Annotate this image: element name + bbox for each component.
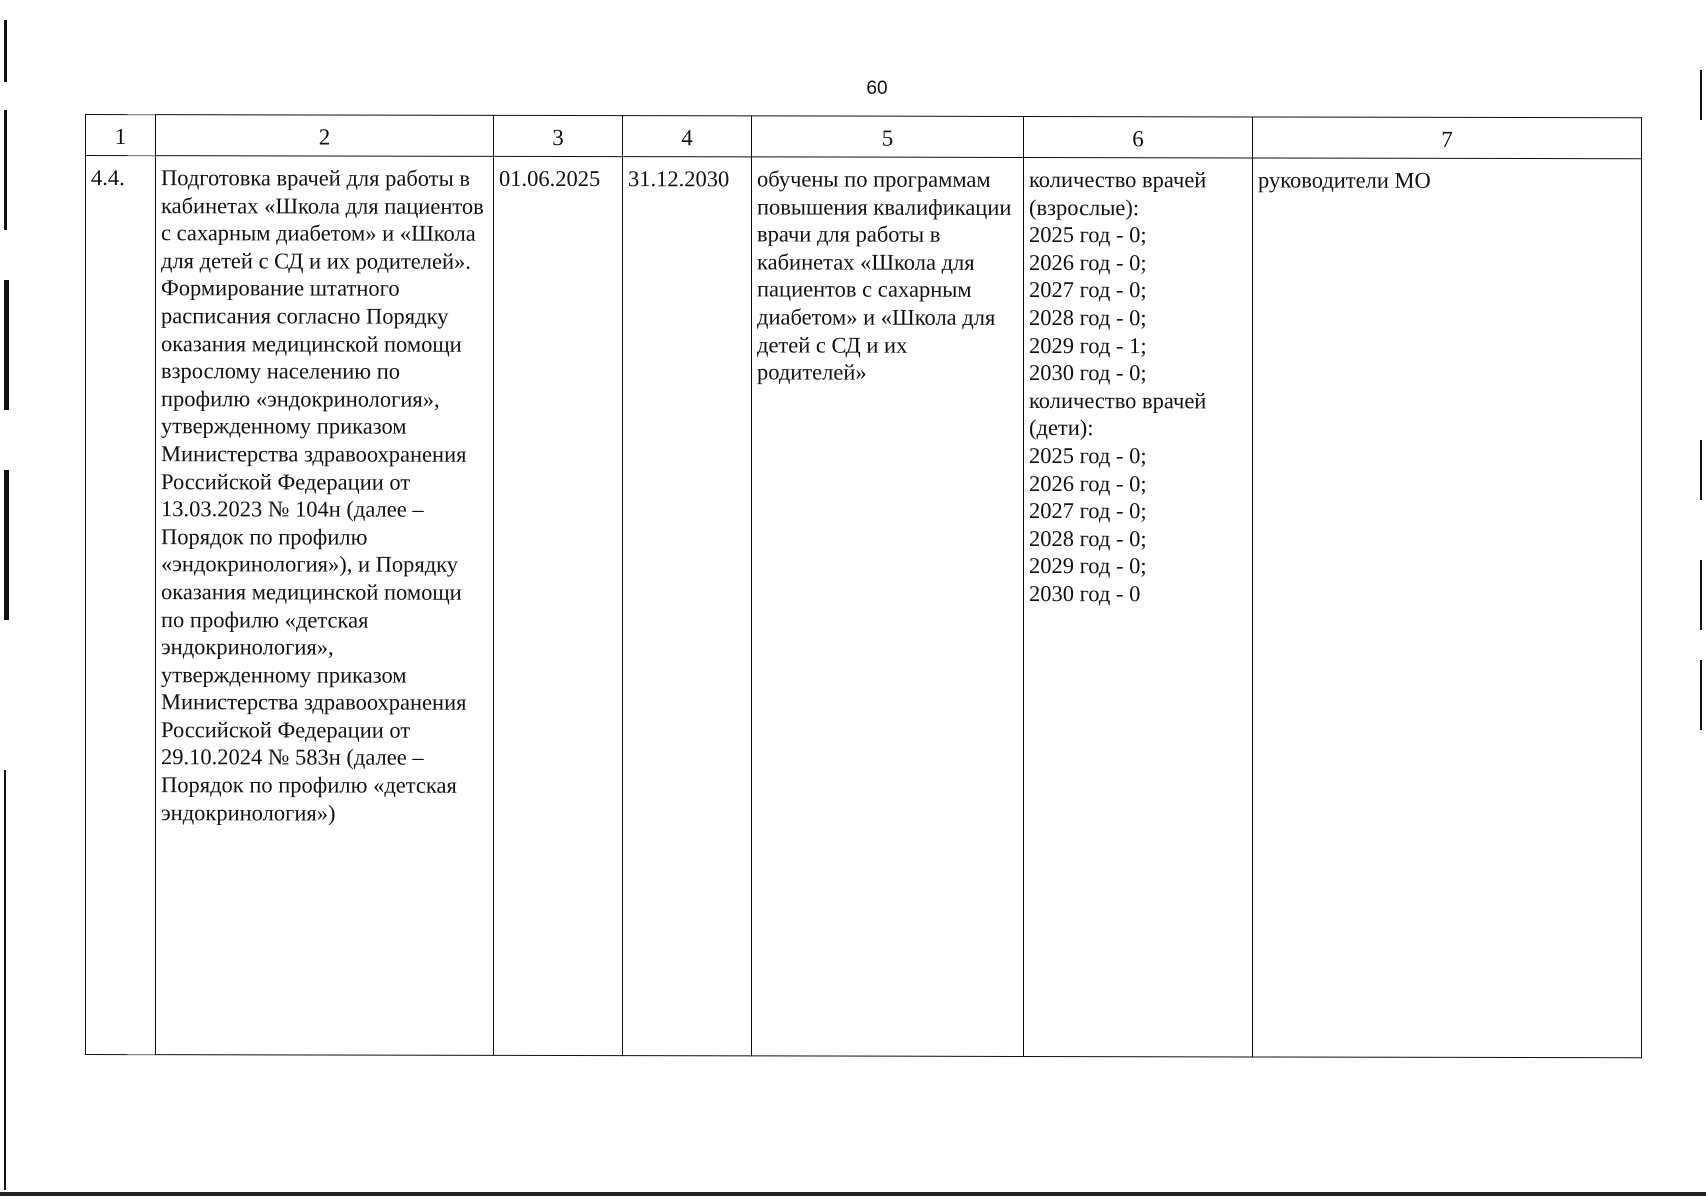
scan-edge-mark bbox=[1700, 70, 1702, 120]
indicator-line: 2028 год - 0; bbox=[1029, 525, 1147, 551]
header-cell: 2 bbox=[156, 115, 494, 157]
scan-edge-mark bbox=[4, 280, 9, 410]
scan-edge-mark bbox=[1700, 440, 1702, 500]
indicator-line: (взрослые): bbox=[1029, 194, 1140, 220]
table-header-row bbox=[86, 115, 1642, 159]
indicator-line: количество врачей bbox=[1029, 387, 1207, 414]
activity-table bbox=[85, 114, 1642, 1058]
start-date-cell: 01.06.2025 bbox=[494, 156, 623, 1055]
scan-edge-mark bbox=[4, 770, 6, 1190]
indicator-line: 2030 год - 0 bbox=[1029, 580, 1141, 607]
indicator-line: 2025 год - 0; bbox=[1029, 442, 1147, 469]
responsible-cell: руководители МО bbox=[1253, 158, 1642, 1058]
header-cell: 6 bbox=[1024, 116, 1253, 157]
indicators-cell bbox=[1024, 157, 1253, 1056]
indicator-line: 2029 год - 1; bbox=[1029, 332, 1147, 358]
end-date-cell: 31.12.2030 bbox=[623, 157, 752, 1056]
table-row bbox=[86, 156, 1642, 1058]
indicator-line: (дети): bbox=[1029, 415, 1094, 441]
indicator-line: 2029 год - 0; bbox=[1029, 553, 1147, 579]
scan-edge-mark bbox=[1700, 660, 1702, 730]
header-cell: 4 bbox=[623, 116, 752, 157]
scan-bottom-edge bbox=[0, 1192, 1706, 1196]
header-cell: 7 bbox=[1253, 117, 1642, 159]
header-cell: 5 bbox=[752, 116, 1024, 158]
indicator-line: 2028 год - 0; bbox=[1029, 304, 1147, 331]
indicator-line: количество врачей bbox=[1029, 166, 1207, 193]
scan-edge-mark bbox=[1700, 560, 1702, 630]
scan-edge-mark bbox=[4, 470, 9, 620]
indicator-line: 2026 год - 0; bbox=[1029, 470, 1147, 496]
indicator-line: 2027 год - 0; bbox=[1029, 498, 1147, 524]
scan-edge-mark bbox=[4, 20, 7, 82]
indicator-line: 2026 год - 0; bbox=[1029, 249, 1147, 276]
page-number: 60 bbox=[866, 78, 888, 99]
indicator-line: 2027 год - 0; bbox=[1029, 277, 1147, 303]
result-cell: обучены по программам повышения квалификации врачи для работы в кабинетах «Школа для пациентов с сахарным диабетом» и «Школа для детей с СД и их родителей» bbox=[752, 157, 1024, 1057]
indicator-line: 2030 год - 0; bbox=[1029, 360, 1147, 386]
header-cell: 3 bbox=[494, 115, 623, 156]
indicator-line: 2025 год - 0; bbox=[1029, 222, 1147, 248]
scan-edge-mark bbox=[4, 110, 7, 230]
row-number-cell: 4.4. bbox=[86, 156, 156, 1055]
header-cell: 1 bbox=[86, 115, 156, 156]
description-cell: Подготовка врачей для работы в кабинетах «Школа для пациентов с сахарным диабетом» и «Школа для детей с СД и их родителей». Формирование штатного расписания согласно Порядку оказания медицинской помощи взрослому населению по профилю «эндокринология», утвержденному приказом Министерства здравоохранения Российской Федерации от 13.03.2023 № 104н (далее – Порядок по профилю «эндокринология»), и Порядку оказания медицинской помощи по профилю «детская эндокринология», утвержденному приказом Министерства здравоохранения Российской Федерации от 29.10.2024 № 583н (далее – Порядок по профилю «детская эндокринология») bbox=[156, 156, 494, 1056]
